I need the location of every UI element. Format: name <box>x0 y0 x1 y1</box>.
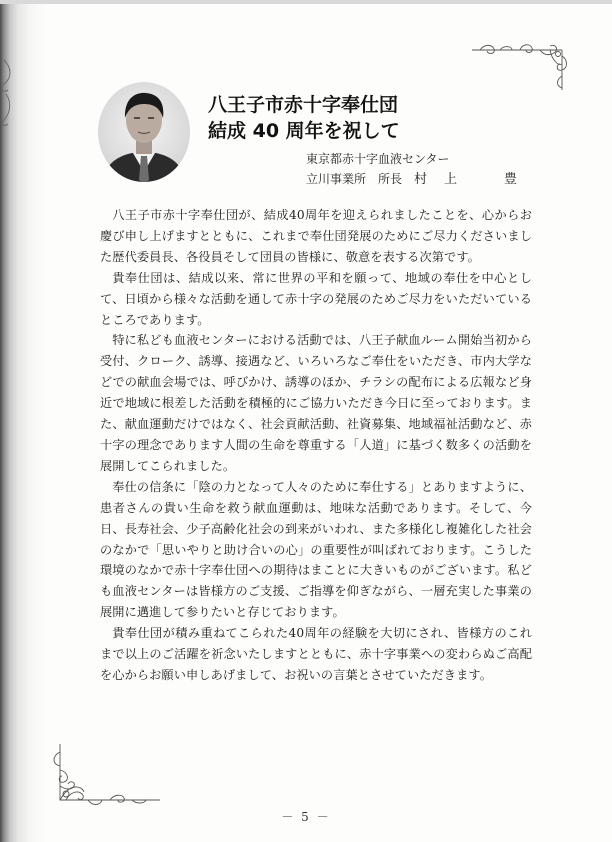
page-number: － 5 － <box>281 810 331 824</box>
body-paragraph: 八王子市赤十字奉仕団が、結成40周年を迎えられましたことを、心からお慶び申し上げますとともに、これまで奉仕団発展のためにご尽力くださいました歴代委員長、各役員そして団員の皆様に、敬意を表する次第です。 <box>100 208 532 264</box>
side-flourish-ornament <box>0 58 14 128</box>
author-byline <box>306 170 546 189</box>
body-paragraph: 奉仕の信条に「陰の力となって人々のために奉仕する」とありますように、患者さんの貴い生命を救う献血運動は、地味な活動であります。そして、今日、長寿社会、少子高齢化社会の到来がいわれ、また多様化し複雑化した社会のなかで「思いやりと助け合いの心」の重要性が叫ばれております。こうした環境のなかで赤十字奉仕団への期待はまことに大きいものがございます。私ども血液センターは皆様方のご支援、ご指導を仰ぎながら、一層充実した事業の展開に邁進して参りたいと存じております。 <box>100 479 532 620</box>
author-portrait-photo <box>96 80 192 184</box>
author-organization: 東京都赤十字血液センター <box>306 152 450 166</box>
body-paragraph: 貴奉仕団が積み重ねてこられた40周年の経験を大切にされ、皆様方のこれまで以上のご活躍を祈念いたしますとともに、赤十字事業への変わらぬご高配を心からお願い申しあげまして、お祝いの言葉とさせていただきます。 <box>100 626 532 682</box>
author-position: 立川事業所 所長 <box>306 172 403 186</box>
corner-flourish-ornament <box>470 42 570 92</box>
article-body <box>100 205 532 686</box>
title-line-2: 結成 40 周年を祝して <box>208 120 400 142</box>
body-paragraph: 特に私ども血液センターにおける活動では、八王子献血ルーム開始当初から受付、クローク、誘導、接遇など、いろいろなご奉仕をいただき、市内大学などでの献血会場では、呼びかけ、誘導のほか、チラシの配布による広報など身近で地域に根差した活動を積極的にご協力いただき今日に至っております。また、献血運動だけではなく、社会貢献活動、社資募集、地域福祉活動など、赤十字の理念であります人間の生命を尊重する「人道」に基づく数多くの活動を展開してこられました。 <box>100 333 532 473</box>
article-title <box>208 92 568 144</box>
title-line-1: 八王子市赤十字奉仕団 <box>208 94 399 116</box>
body-paragraph: 貴奉仕団は、結成以来、常に世界の平和を願って、地域の奉仕を中心として、日頃から様々な活動を通して赤十字の発展のためご尽力をいただいているところであります。 <box>100 270 532 327</box>
author-name: 村 上 豊 <box>414 172 520 187</box>
page-top-edge <box>0 0 612 4</box>
corner-flourish-ornament <box>52 742 164 806</box>
